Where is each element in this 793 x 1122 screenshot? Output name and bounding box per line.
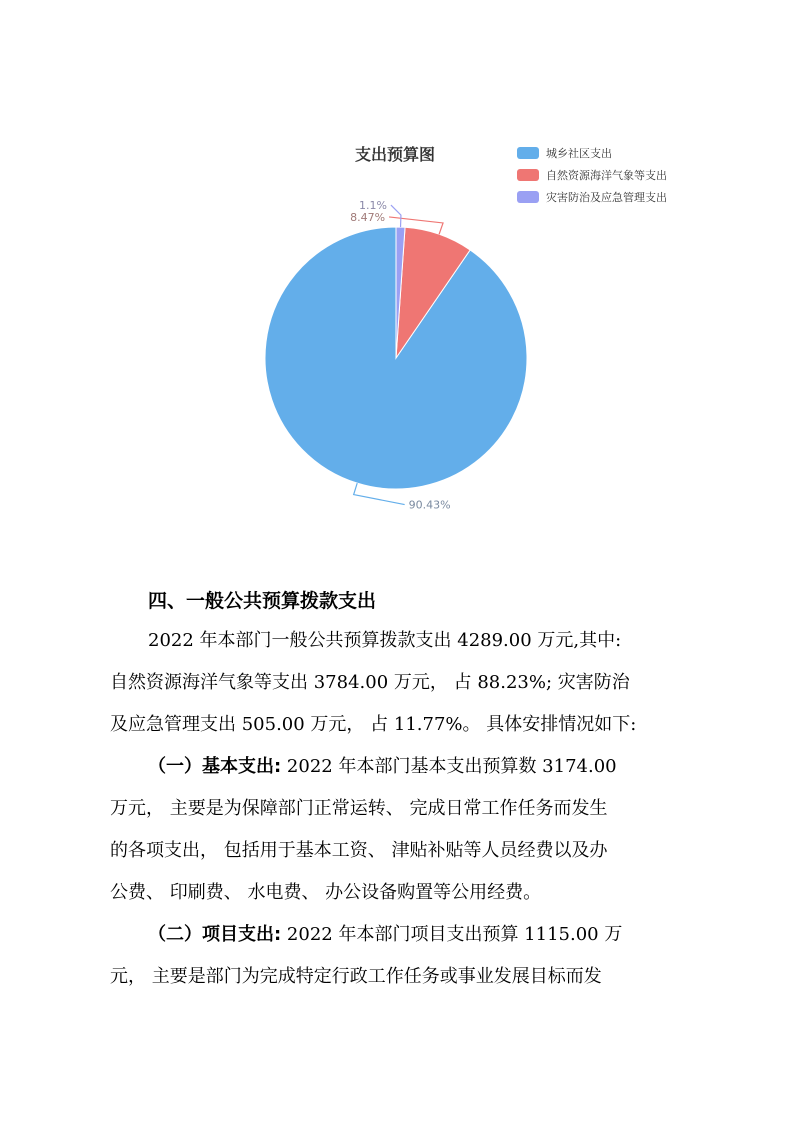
text-line: 2022 年本部门一般公共预算拨款支出 4289.00 万元,其中:	[148, 630, 622, 651]
text-line: 及应急管理支出 505.00 万元， 占 11.77%。 具体安排情况如下:	[110, 714, 637, 735]
section-heading: 四、一般公共预算拨款支出	[148, 590, 377, 612]
legend-swatch	[517, 169, 539, 181]
pie-chart	[0, 0, 793, 540]
legend-label: 自然资源海洋气象等支出	[546, 169, 667, 182]
legend-item[interactable]	[517, 186, 667, 208]
basic-expense-text: 2022 年本部门基本支出预算数 3174.00	[281, 756, 617, 777]
legend-swatch	[517, 147, 539, 159]
text-line	[110, 746, 690, 788]
chart-legend	[517, 142, 667, 208]
project-expense-paragraph	[110, 914, 690, 998]
legend-swatch	[517, 191, 539, 203]
text-line: 自然资源海洋气象等支出 3784.00 万元， 占 88.23%; 灾害防治	[110, 672, 630, 693]
text-line	[110, 914, 690, 956]
legend-item[interactable]	[517, 164, 667, 186]
slice-label: 1.1%	[358, 199, 387, 213]
chart-title: 支出预算图	[354, 145, 435, 164]
text-line: 元， 主要是部门为完成特定行政工作任务或事业发展目标而发	[110, 966, 602, 987]
project-expense-text: 2022 年本部门项目支出预算 1115.00 万	[281, 924, 623, 945]
legend-label: 灾害防治及应急管理支出	[546, 191, 667, 204]
legend-label: 城乡社区支出	[546, 147, 612, 160]
text-line: 的各项支出， 包括用于基本工资、 津贴补贴等人员经费以及办	[110, 840, 608, 861]
slice-label: 90.43%	[408, 498, 451, 512]
text-line: 公费、 印刷费、 水电费、 办公设备购置等公用经费。	[110, 882, 542, 903]
label-leader-line	[391, 205, 401, 227]
pie-chart-svg	[0, 0, 793, 540]
slice-label: 8.47%	[350, 210, 386, 224]
legend-item[interactable]	[517, 142, 667, 164]
basic-expense-paragraph	[110, 746, 690, 914]
basic-expense-label: （一）基本支出:	[148, 756, 282, 777]
text-line: 万元， 主要是为保障部门正常运转、 完成日常工作任务而发生	[110, 798, 608, 819]
project-expense-label: （二）项目支出:	[148, 924, 282, 945]
intro-paragraph	[110, 620, 690, 746]
